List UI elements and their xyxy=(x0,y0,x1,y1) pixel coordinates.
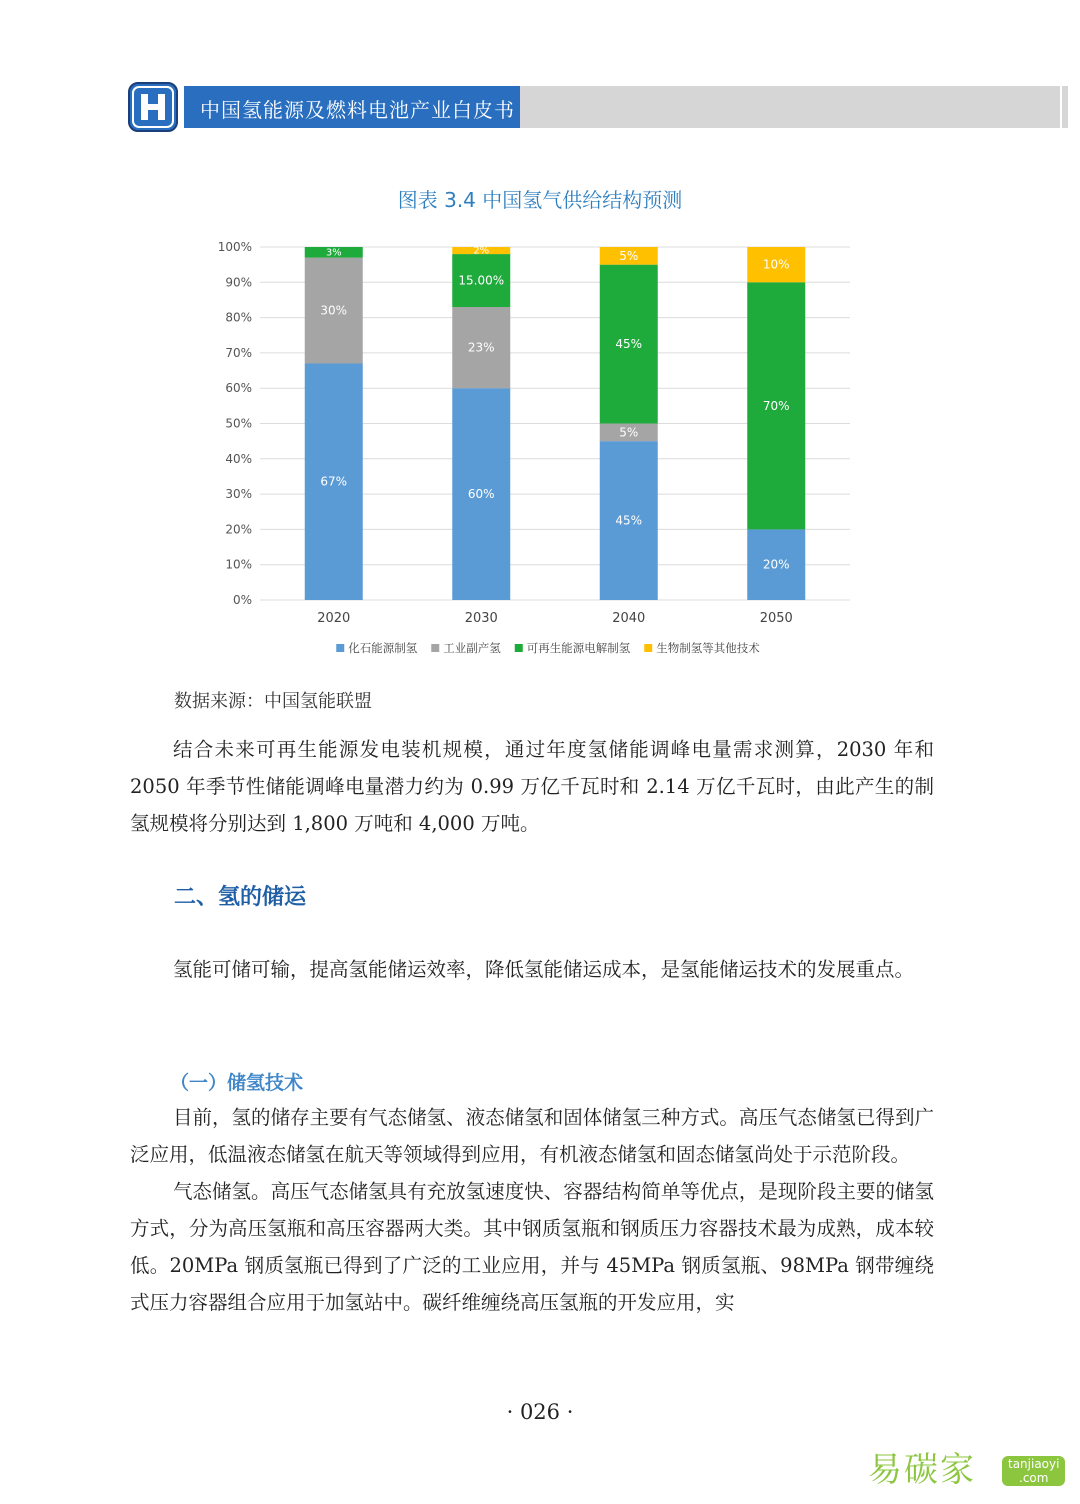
data-label: 23% xyxy=(467,340,495,355)
paragraph-text: 结合未来可再生能源发电装机规模，通过年度氢储能调峰电量需求测算，2030 年和 2050 年季节性储能调峰电量潜力约为 0.99 万亿千瓦时和 2.14 万亿千瓦时，由此产生的制氢规模将分别达到 1,800 万吨和 4,000 万吨。 xyxy=(130,738,934,835)
x-tick-label: 2050 xyxy=(759,611,793,626)
data-label: 2% xyxy=(473,245,490,257)
supply-structure-chart xyxy=(200,232,880,672)
data-label: 5% xyxy=(619,425,639,440)
y-tick-label: 40% xyxy=(225,451,252,466)
data-label: 70% xyxy=(762,398,790,413)
legend-swatch xyxy=(644,644,652,652)
data-label: 3% xyxy=(325,247,342,259)
y-tick-label: 30% xyxy=(225,487,252,502)
watermark-url-line-2: .com xyxy=(1019,1471,1049,1485)
legend-swatch xyxy=(515,644,523,652)
watermark-logo: 易碳家 xyxy=(868,1450,976,1490)
figure-title: 图表 3.4 中国氢气供给结构预测 xyxy=(397,188,683,212)
header-title: 中国氢能源及燃料电池产业白皮书 xyxy=(200,98,515,122)
section-heading: 二、氢的储运 xyxy=(174,885,307,910)
data-label: 10% xyxy=(762,257,790,272)
y-tick-label: 100% xyxy=(217,240,252,254)
x-tick-label: 2030 xyxy=(464,611,498,626)
legend-label: 工业副产氢 xyxy=(443,641,501,655)
watermark-url-badge xyxy=(1002,1456,1065,1486)
paragraph-text: 目前，氢的储存主要有气态储氢、液态储氢和固体储氢三种方式。高压气态储氢已得到广泛应用，低温液态储氢在航天等领域得到应用，有机液态储氢和固态储氢尚处于示范阶段。 xyxy=(130,1106,934,1166)
y-tick-label: 50% xyxy=(225,416,252,431)
header-gray-bar-end xyxy=(1062,86,1068,128)
legend-label: 可再生能源电解制氢 xyxy=(526,641,631,655)
legend-swatch xyxy=(431,644,439,652)
white-paper-logo-icon xyxy=(128,82,178,132)
data-label: 5% xyxy=(619,248,639,263)
y-tick-label: 0% xyxy=(232,593,252,607)
y-tick-label: 60% xyxy=(225,381,252,396)
data-label: 30% xyxy=(320,303,348,318)
data-label: 45% xyxy=(615,513,643,528)
y-tick-label: 70% xyxy=(225,345,252,360)
subsection-heading: （一）储氢技术 xyxy=(170,1072,304,1094)
data-label: 45% xyxy=(615,337,643,352)
page-number: · 026 · xyxy=(506,1400,574,1424)
data-label: 67% xyxy=(320,474,348,489)
y-tick-label: 80% xyxy=(225,310,252,325)
y-tick-label: 90% xyxy=(225,275,252,290)
legend-label: 化石能源制氢 xyxy=(348,641,418,655)
data-label: 20% xyxy=(762,557,790,572)
data-label: 60% xyxy=(467,487,495,502)
watermark-url-line-1: tanjiaoyi xyxy=(1008,1457,1060,1471)
x-tick-label: 2020 xyxy=(317,611,351,626)
figure-source: 数据来源：中国氢能联盟 xyxy=(174,691,372,712)
header-gray-bar xyxy=(520,86,1060,128)
legend-label: 生物制氢等其他技术 xyxy=(656,641,760,655)
y-tick-label: 10% xyxy=(225,557,252,572)
data-label: 15.00% xyxy=(458,273,505,288)
paragraph-text: 氢能可储可输，提高氢能储运效率，降低氢能储运成本，是氢能储运技术的发展重点。 xyxy=(173,958,915,981)
y-tick-label: 20% xyxy=(225,522,252,537)
paragraph-text: 气态储氢。高压气态储氢具有充放氢速度快、容器结构简单等优点，是现阶段主要的储氢方式，分为高压氢瓶和高压容器两大类。其中钢质氢瓶和钢质压力容器技术最为成熟，成本较低。20MPa 钢质氢瓶已得到了广泛的工业应用，并与 45MPa 钢质氢瓶、98MPa 钢带缠绕式压力容器组合应用于加氢站中。碳纤维缠绕高压氢瓶的开发应用，实 xyxy=(130,1180,934,1314)
paragraph-peak-shaving xyxy=(130,731,934,842)
legend-swatch xyxy=(336,644,344,652)
x-tick-label: 2040 xyxy=(612,611,646,626)
paragraph-storage-methods xyxy=(130,1099,934,1321)
paragraph-storage-intro xyxy=(130,951,934,988)
